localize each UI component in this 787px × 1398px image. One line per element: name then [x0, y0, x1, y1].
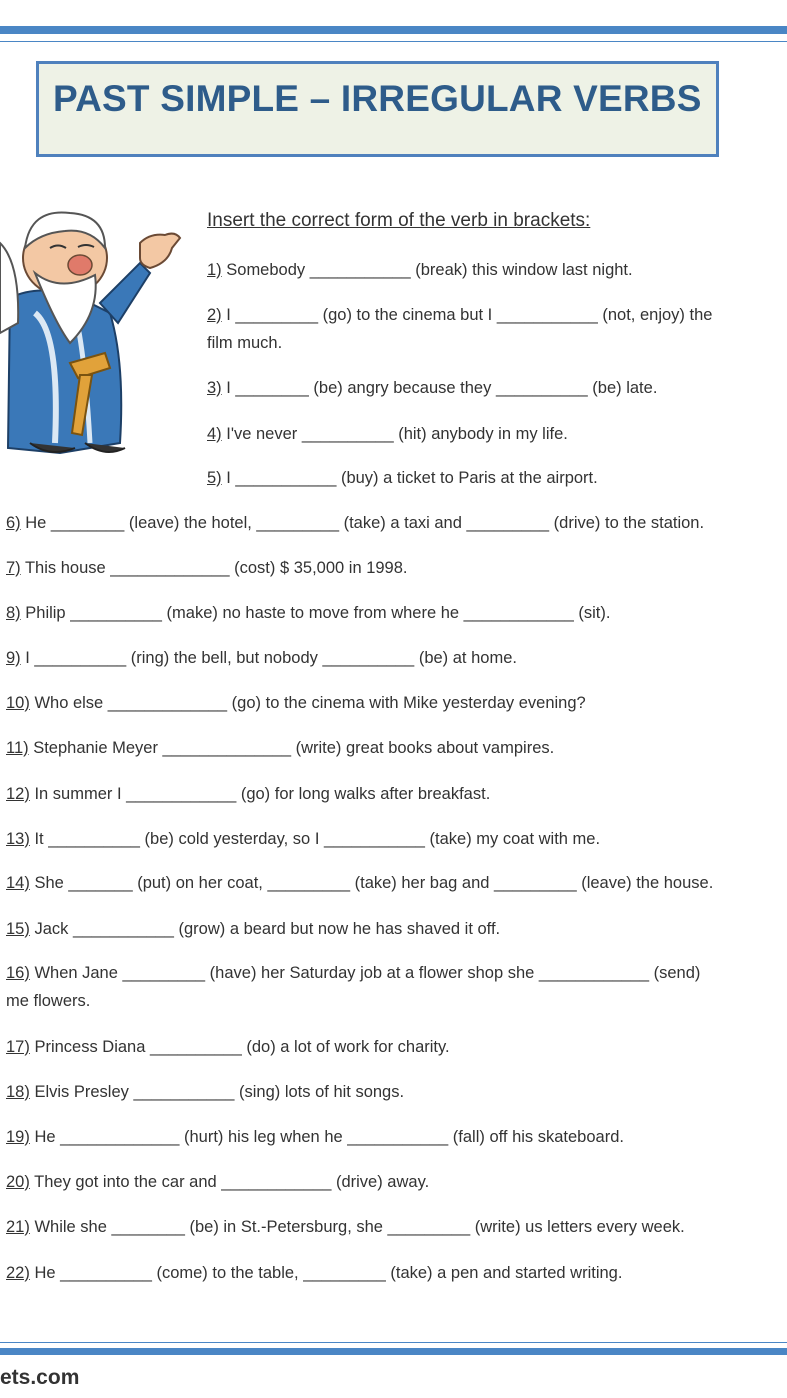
top-rule-thick — [0, 26, 787, 34]
exercise-number: 18) — [6, 1083, 30, 1101]
exercise-number: 8) — [6, 604, 21, 622]
exercise-number: 9) — [6, 649, 21, 667]
exercise-line — [6, 513, 704, 533]
exercise-number: 16) — [6, 964, 30, 982]
exercise-line — [207, 378, 657, 398]
exercise-line — [6, 829, 600, 849]
bottom-rule-thin — [0, 1342, 787, 1343]
exercise-line — [6, 1172, 429, 1192]
exercise-line — [6, 1037, 450, 1057]
exercise-number: 11) — [6, 739, 29, 757]
exercise-text: They got into the car and ____________ (drive) away. — [29, 1173, 430, 1191]
exercise-text: In summer I ____________ (go) for long walks after breakfast. — [29, 785, 491, 803]
exercise-text: Elvis Presley ___________ (sing) lots of hit songs. — [29, 1083, 405, 1101]
exercise-number: 1) — [207, 261, 222, 279]
exercise-line — [207, 260, 633, 280]
exercise-text: film much. — [207, 334, 283, 352]
exercise-text: Somebody ___________ (break) this window last night. — [221, 261, 633, 279]
footer-site: ets.com — [0, 1366, 80, 1389]
exercise-number: 22) — [6, 1264, 30, 1282]
exercise-line — [6, 1127, 624, 1147]
exercise-line — [6, 784, 490, 804]
exercise-line — [6, 991, 90, 1011]
bottom-rule-thick — [0, 1348, 787, 1355]
exercise-number: 5) — [207, 469, 222, 487]
exercise-line — [207, 333, 282, 353]
exercise-text: This house _____________ (cost) $ 35,000 in 1998. — [20, 559, 408, 577]
exercise-line — [6, 738, 554, 758]
exercise-text: She _______ (put) on her coat, _________ (take) her bag and _________ (leave) the house. — [29, 874, 714, 892]
exercise-text: He ________ (leave) the hotel, _________ (take) a taxi and _________ (drive) to the station. — [20, 514, 705, 532]
exercise-number: 20) — [6, 1173, 30, 1191]
monk-illustration — [0, 203, 185, 468]
exercise-number: 13) — [6, 830, 30, 848]
top-rule-thin — [0, 41, 787, 42]
exercise-text: I ___________ (buy) a ticket to Paris at the airport. — [221, 469, 598, 487]
exercise-number: 12) — [6, 785, 30, 803]
exercise-text: I __________ (ring) the bell, but nobody __________ (be) at home. — [20, 649, 517, 667]
exercise-number: 7) — [6, 559, 21, 577]
exercise-text: I _________ (go) to the cinema but I ___________ (not, enjoy) the — [221, 306, 713, 324]
exercise-text: Jack ___________ (grow) a beard but now he has shaved it off. — [29, 920, 501, 938]
exercise-number: 17) — [6, 1038, 30, 1056]
exercise-text: I ________ (be) angry because they __________ (be) late. — [221, 379, 658, 397]
page-title: PAST SIMPLE – IRREGULAR VERBS — [53, 78, 702, 119]
exercise-line — [207, 424, 568, 444]
exercise-text: When Jane _________ (have) her Saturday job at a flower shop she ____________ (send) — [29, 964, 701, 982]
exercise-text: While she ________ (be) in St.-Petersburg, she _________ (write) us letters every week. — [29, 1218, 685, 1236]
title-box — [36, 61, 719, 157]
exercise-text: It __________ (be) cold yesterday, so I ___________ (take) my coat with me. — [29, 830, 601, 848]
exercise-text: He __________ (come) to the table, _________ (take) a pen and started writing. — [29, 1264, 623, 1282]
exercise-line — [6, 963, 700, 983]
exercise-number: 2) — [207, 306, 222, 324]
exercise-number: 3) — [207, 379, 222, 397]
exercise-number: 19) — [6, 1128, 30, 1146]
exercise-number: 14) — [6, 874, 30, 892]
exercise-text: Princess Diana __________ (do) a lot of work for charity. — [29, 1038, 450, 1056]
exercise-line — [6, 693, 586, 713]
exercise-number: 21) — [6, 1218, 30, 1236]
exercise-text: me flowers. — [6, 992, 91, 1010]
exercise-line — [6, 1263, 622, 1283]
exercise-line — [207, 305, 712, 325]
exercise-number: 15) — [6, 920, 30, 938]
exercise-line — [6, 603, 610, 623]
exercise-line — [6, 919, 500, 939]
exercise-text: Who else _____________ (go) to the cinema with Mike yesterday evening? — [29, 694, 586, 712]
exercise-number: 6) — [6, 514, 21, 532]
exercise-line — [6, 1217, 685, 1237]
exercise-line — [207, 468, 598, 488]
exercise-text: He _____________ (hurt) his leg when he ___________ (fall) off his skateboard. — [29, 1128, 624, 1146]
exercise-line — [6, 873, 713, 893]
exercise-number: 10) — [6, 694, 30, 712]
exercise-line — [6, 558, 408, 578]
exercise-number: 4) — [207, 425, 222, 443]
exercise-text: Stephanie Meyer ______________ (write) great books about vampires. — [28, 739, 555, 757]
exercise-line — [6, 1082, 404, 1102]
instruction: Insert the correct form of the verb in brackets: — [207, 210, 591, 231]
exercise-line — [6, 648, 517, 668]
exercise-text: Philip __________ (make) no haste to move from where he ____________ (sit). — [20, 604, 611, 622]
exercise-text: I've never __________ (hit) anybody in my life. — [221, 425, 568, 443]
